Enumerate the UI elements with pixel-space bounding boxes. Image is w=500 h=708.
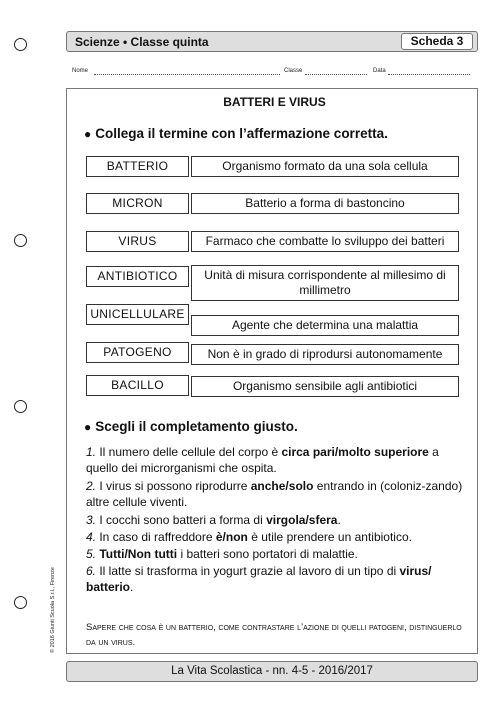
page-title: BATTERI E VIRUS xyxy=(223,95,326,109)
question-item: 3. I cocchi sono batteri a forma di virgola/sfera. xyxy=(86,513,341,527)
definition-box[interactable]: Agente che determina una malattia xyxy=(191,315,459,336)
class-field[interactable] xyxy=(305,74,367,75)
answer-choice[interactable]: Tutti/Non tutti xyxy=(99,547,178,561)
binder-hole-icon xyxy=(14,596,27,609)
answer-choice[interactable]: anche/solo xyxy=(250,479,314,493)
definition-box[interactable]: Non è in grado di riprodursi autonomamente xyxy=(191,344,459,365)
bullet-icon: ● xyxy=(84,127,92,141)
question-item: 5. Tutti/Non tutti i batteri sono portatori di malattie. xyxy=(86,547,358,561)
term-box[interactable]: ANTIBIOTICO xyxy=(86,266,189,287)
binder-hole-icon xyxy=(14,400,27,413)
worksheet-content xyxy=(79,92,470,650)
binder-hole-icon xyxy=(14,234,27,247)
footer-bar: La Vita Scolastica - nn. 4-5 - 2016/2017 xyxy=(66,661,478,682)
name-field[interactable] xyxy=(94,74,280,75)
date-field[interactable] xyxy=(388,74,470,75)
binder-hole-icon xyxy=(14,38,27,51)
answer-choice[interactable]: è/non xyxy=(215,530,248,544)
answer-choice[interactable]: virus/ batterio xyxy=(86,564,432,594)
term-box[interactable]: MICRON xyxy=(86,193,189,214)
section-heading-match: ● Collega il termine con l’affermazione corretta. xyxy=(84,126,388,141)
name-label: Nome xyxy=(72,68,89,74)
student-fields xyxy=(72,68,472,80)
section-heading-choose: ● Scegli il completamento giusto. xyxy=(84,419,298,434)
copyright-notice: © 2016 Giunti Scuola S.r.l., Firenze xyxy=(50,567,56,653)
header-bar xyxy=(66,31,478,52)
definition-box[interactable]: Batterio a forma di bastoncino xyxy=(191,193,459,214)
definition-box[interactable]: Organismo sensibile agli antibiotici xyxy=(191,376,459,397)
definition-box[interactable]: Farmaco che combatte lo sviluppo dei batteri xyxy=(191,231,459,252)
term-box[interactable]: UNICELLULARE xyxy=(86,304,189,325)
term-box[interactable]: BATTERIO xyxy=(86,156,189,177)
question-item: 2. I virus si possono riprodurre anche/solo entrando in (coloniz-zando) altre cellule viventi. xyxy=(86,479,463,509)
question-item: 1. Il numero delle cellule del corpo è circa pari/molto superiore a quello dei microrganismi che ospita. xyxy=(86,445,439,475)
answer-choice[interactable]: virgola/sfera xyxy=(266,513,338,527)
definition-box[interactable]: Organismo formato da una sola cellula xyxy=(191,156,459,177)
question-item: 6. Il latte si trasforma in yogurt grazie al lavoro di un tipo di virus/ batterio. xyxy=(86,564,432,594)
definition-box[interactable]: Unità di misura corrispondente al millesimo di millimetro xyxy=(191,265,459,301)
learning-goal-note: Sapere che cosa è un batterio, come contrastare l’azione di quelli patogeni, distinguerlo da un virus. xyxy=(86,622,462,648)
class-label: Classe xyxy=(284,68,303,74)
sheet-badge: Scheda 3 xyxy=(401,33,473,50)
date-label: Data xyxy=(373,68,386,74)
bullet-icon: ● xyxy=(84,420,92,434)
subject-title: Scienze • Classe quinta xyxy=(75,35,209,49)
question-item: 4. In caso di raffreddore è/non è utile prendere un antibiotico. xyxy=(86,530,412,544)
term-box[interactable]: PATOGENO xyxy=(86,342,189,363)
answer-choice[interactable]: circa pari/molto superiore xyxy=(281,445,429,459)
term-box[interactable]: BACILLO xyxy=(86,375,189,396)
term-box[interactable]: VIRUS xyxy=(86,231,189,252)
